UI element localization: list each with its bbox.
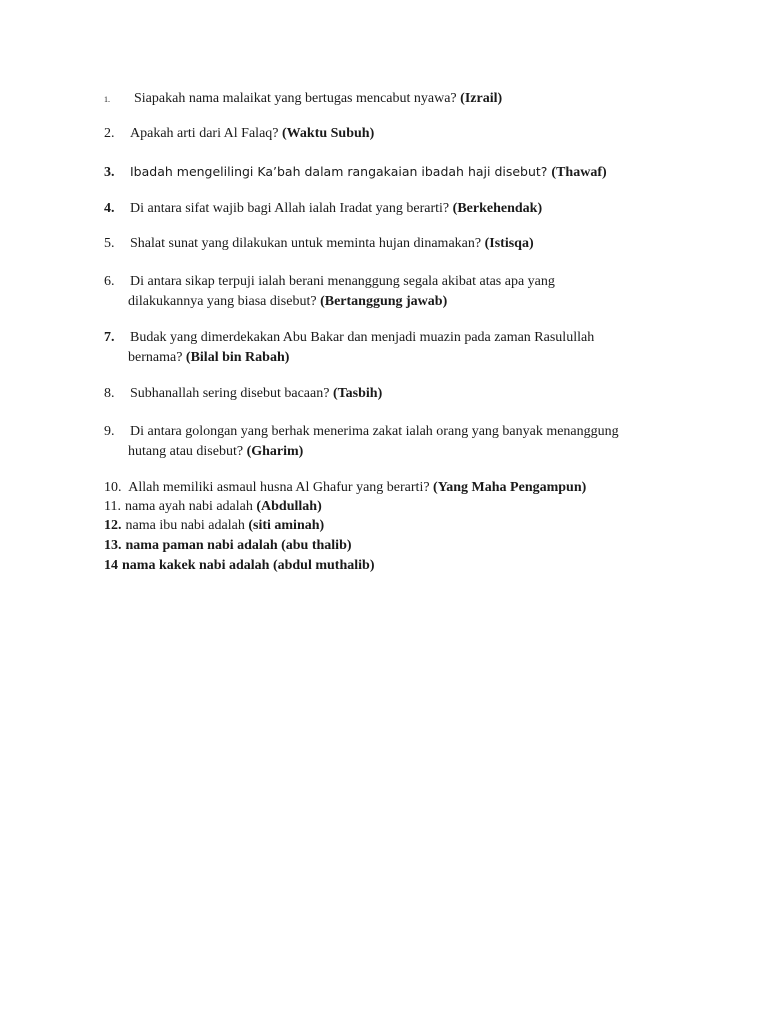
question-text-continued: bernama? (128, 350, 186, 365)
question-7-continued (128, 348, 289, 368)
question-3 (104, 162, 704, 183)
question-6-continued (128, 292, 447, 312)
question-number: 6. (104, 274, 115, 289)
question-number: 7. (104, 330, 115, 345)
question-answer: (Yang Maha Pengampun) (433, 480, 587, 495)
question-10 (104, 478, 704, 498)
question-text: nama ayah nabi adalah (124, 499, 257, 514)
question-number: 11. (104, 499, 121, 514)
question-answer: (Bilal bin Rabah) (185, 350, 290, 365)
question-5 (104, 234, 704, 254)
question-number: 12. (104, 518, 122, 533)
question-number: 13. (104, 538, 122, 553)
question-11 (104, 497, 704, 517)
question-number: 4. (104, 201, 115, 216)
question-9 (104, 422, 704, 442)
question-answer: (Waktu Subuh) (282, 126, 375, 141)
question-text: nama paman nabi adalah (abu thalib) (125, 538, 352, 553)
question-13 (104, 536, 704, 556)
question-2 (104, 124, 704, 144)
question-14 (104, 556, 704, 576)
question-text-continued: hutang atau disebut? (128, 444, 247, 459)
question-9-continued (128, 442, 303, 462)
question-number: 3. (104, 165, 115, 180)
question-12 (104, 516, 704, 536)
question-number: 1. (104, 95, 110, 104)
question-text: nama kakek nabi adalah (abdul muthalib) (122, 558, 375, 573)
question-text-continued: dilakukannya yang biasa disebut? (128, 294, 321, 309)
question-answer: (Berkehendak) (452, 201, 543, 216)
question-number: 14 (104, 558, 118, 573)
question-number: 10. (104, 480, 122, 495)
question-answer: (Gharim) (246, 444, 304, 459)
question-answer: (siti aminah) (248, 518, 325, 533)
question-number: 5. (104, 236, 115, 251)
question-number: 2. (104, 126, 115, 141)
question-answer: (Tasbih) (332, 386, 383, 401)
question-4 (104, 199, 704, 219)
question-text: Budak yang dimerdekakan Abu Bakar dan menjadi muazin pada zaman Rasulullah (130, 330, 595, 345)
question-6 (104, 272, 704, 292)
question-number: 8. (104, 386, 115, 401)
question-text: nama ibu nabi adalah (125, 518, 249, 533)
question-text: Ibadah mengelilingi Ka’bah dalam rangakaian ibadah haji disebut? (130, 164, 552, 179)
question-text: Apakah arti dari Al Falaq? (130, 126, 283, 141)
question-number: 9. (104, 424, 115, 439)
question-1 (104, 89, 704, 110)
question-7 (104, 328, 704, 348)
question-text: Shalat sunat yang dilakukan untuk meminta hujan dinamakan? (130, 236, 485, 251)
question-answer: (Bertanggung jawab) (320, 294, 448, 309)
question-text: Di antara golongan yang berhak menerima zakat ialah orang yang banyak menanggung (130, 424, 619, 439)
question-text: Di antara sifat wajib bagi Allah ialah Iradat yang berarti? (130, 201, 453, 216)
question-8 (104, 384, 704, 404)
question-answer: (Thawaf) (551, 165, 607, 180)
question-answer: (Abdullah) (256, 499, 322, 514)
question-text: Di antara sikap terpuji ialah berani menanggung segala akibat atas apa yang (130, 274, 555, 289)
question-answer: (Izrail) (460, 91, 503, 106)
question-text: Subhanallah sering disebut bacaan? (130, 386, 333, 401)
question-text: Siapakah nama malaikat yang bertugas mencabut nyawa? (134, 91, 461, 106)
question-answer: (Istisqa) (484, 236, 534, 251)
question-text: Allah memiliki asmaul husna Al Ghafur yang berarti? (128, 480, 434, 495)
